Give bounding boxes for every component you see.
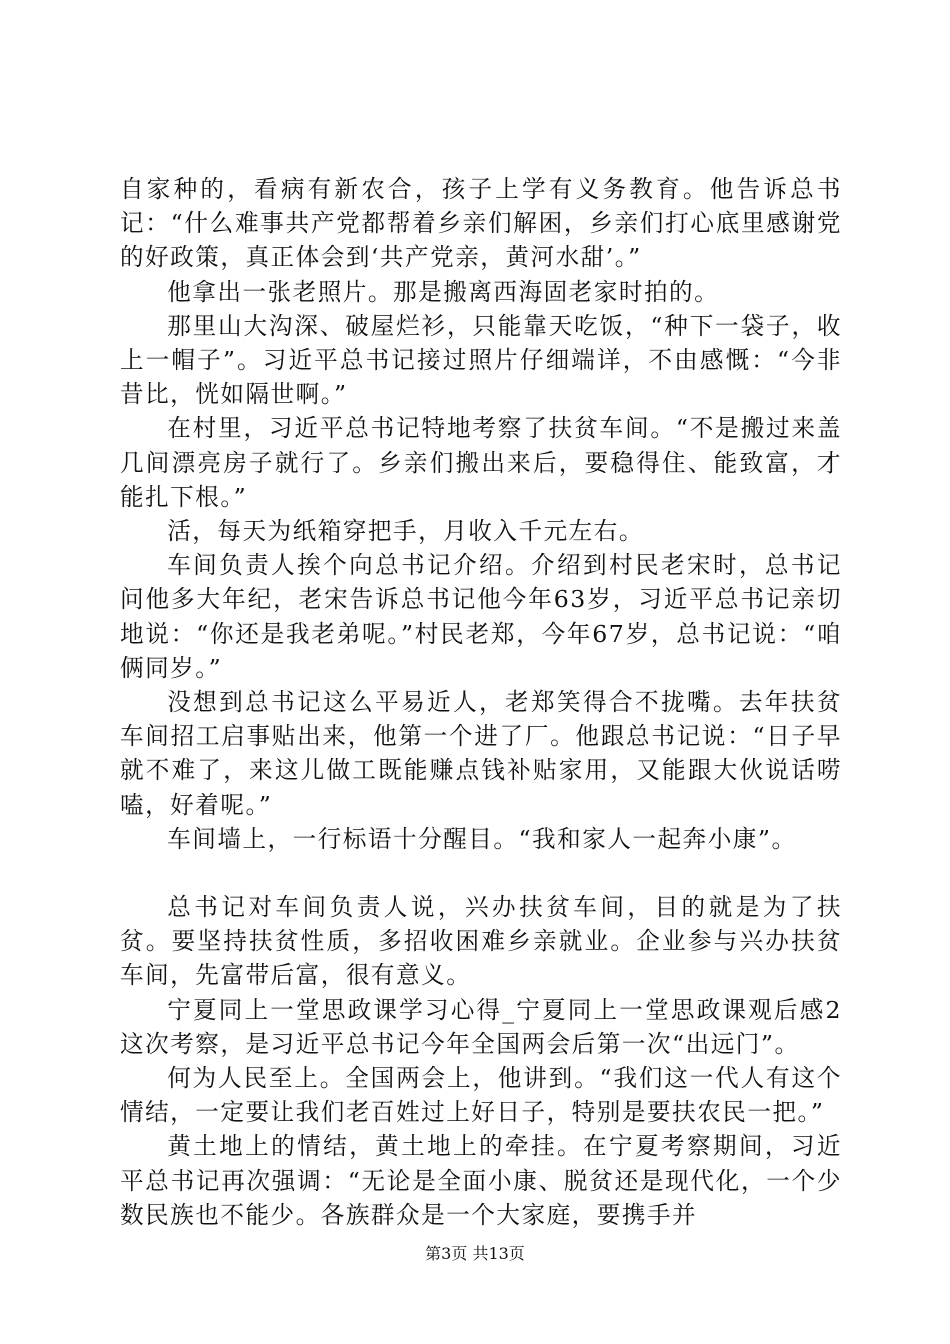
paragraph-9: 总书记对车间负责人说，兴办扶贫车间，目的就是为了扶贫。要坚持扶贫性质，多招收困难乡亲就业。企业参与兴办扶贫车间，先富带后富，很有意义。	[120, 893, 842, 990]
page-footer: 第3页 共13页	[425, 1244, 525, 1263]
paragraph-11: 何为人民至上。全国两会上，他讲到。“我们这一代人有这个情结，一定要让我们老百姓过上好日子，特别是要扶农民一把。”	[120, 1064, 842, 1127]
paragraph-1: 自家种的，看病有新农合，孩子上学有义务教育。他告诉总书记：“什么难事共产党都帮着乡亲们解困，乡亲们打心底里感谢党的好政策，真正体会到‘共产党亲，黄河水甜’。”	[120, 175, 842, 272]
paragraph-4: 在村里，习近平总书记特地考察了扶贫车间。“不是搬过来盖几间漂亮房子就行了。乡亲们搬出来后，要稳得住、能致富，才能扎下根。”	[120, 414, 842, 511]
body-text	[120, 172, 842, 1232]
paragraph-6: 车间负责人挨个向总书记介绍。介绍到村民老宋时，总书记问他多大年纪，老宋告诉总书记他今年63岁，习近平总书记亲切地说：“你还是我老弟呢。”村民老郑，今年67岁，总书记说：“咱俩同岁。”	[120, 551, 842, 682]
paragraph-8: 车间墙上，一行标语十分醒目。“我和家人一起奔小康”。	[167, 824, 797, 853]
paragraph-2: 他拿出一张老照片。那是搬离西海固老家时拍的。	[167, 277, 720, 306]
paragraph-7: 没想到总书记这么平易近人，老郑笑得合不拢嘴。去年扶贫车间招工启事贴出来，他第一个进了厂。他跟总书记说：“日子早就不难了，来这儿做工既能赚点钱补贴家用，又能跟大伙说话唠嗑，好着呢。”	[120, 688, 842, 819]
paragraph-5: 活，每天为纸箱穿把手，月收入千元左右。	[167, 517, 644, 546]
paragraph-3: 那里山大沟深、破屋烂衫，只能靠天吃饭，“种下一袋子，收上一帽子”。习近平总书记接过照片仔细端详，不由感慨：“今非昔比，恍如隔世啊。”	[120, 311, 842, 409]
paragraph-12: 黄土地上的情结，黄土地上的牵挂。在宁夏考察期间，习近平总书记再次强调：“无论是全面小康、脱贫还是现代化，一个少数民族也不能少。各族群众是一个大家庭，要携手并	[120, 1132, 842, 1229]
paragraph-10: 宁夏同上一堂思政课学习心得_宁夏同上一堂思政课观后感2这次考察，是习近平总书记今年全国两会后第一次“出远门”。	[120, 995, 842, 1058]
